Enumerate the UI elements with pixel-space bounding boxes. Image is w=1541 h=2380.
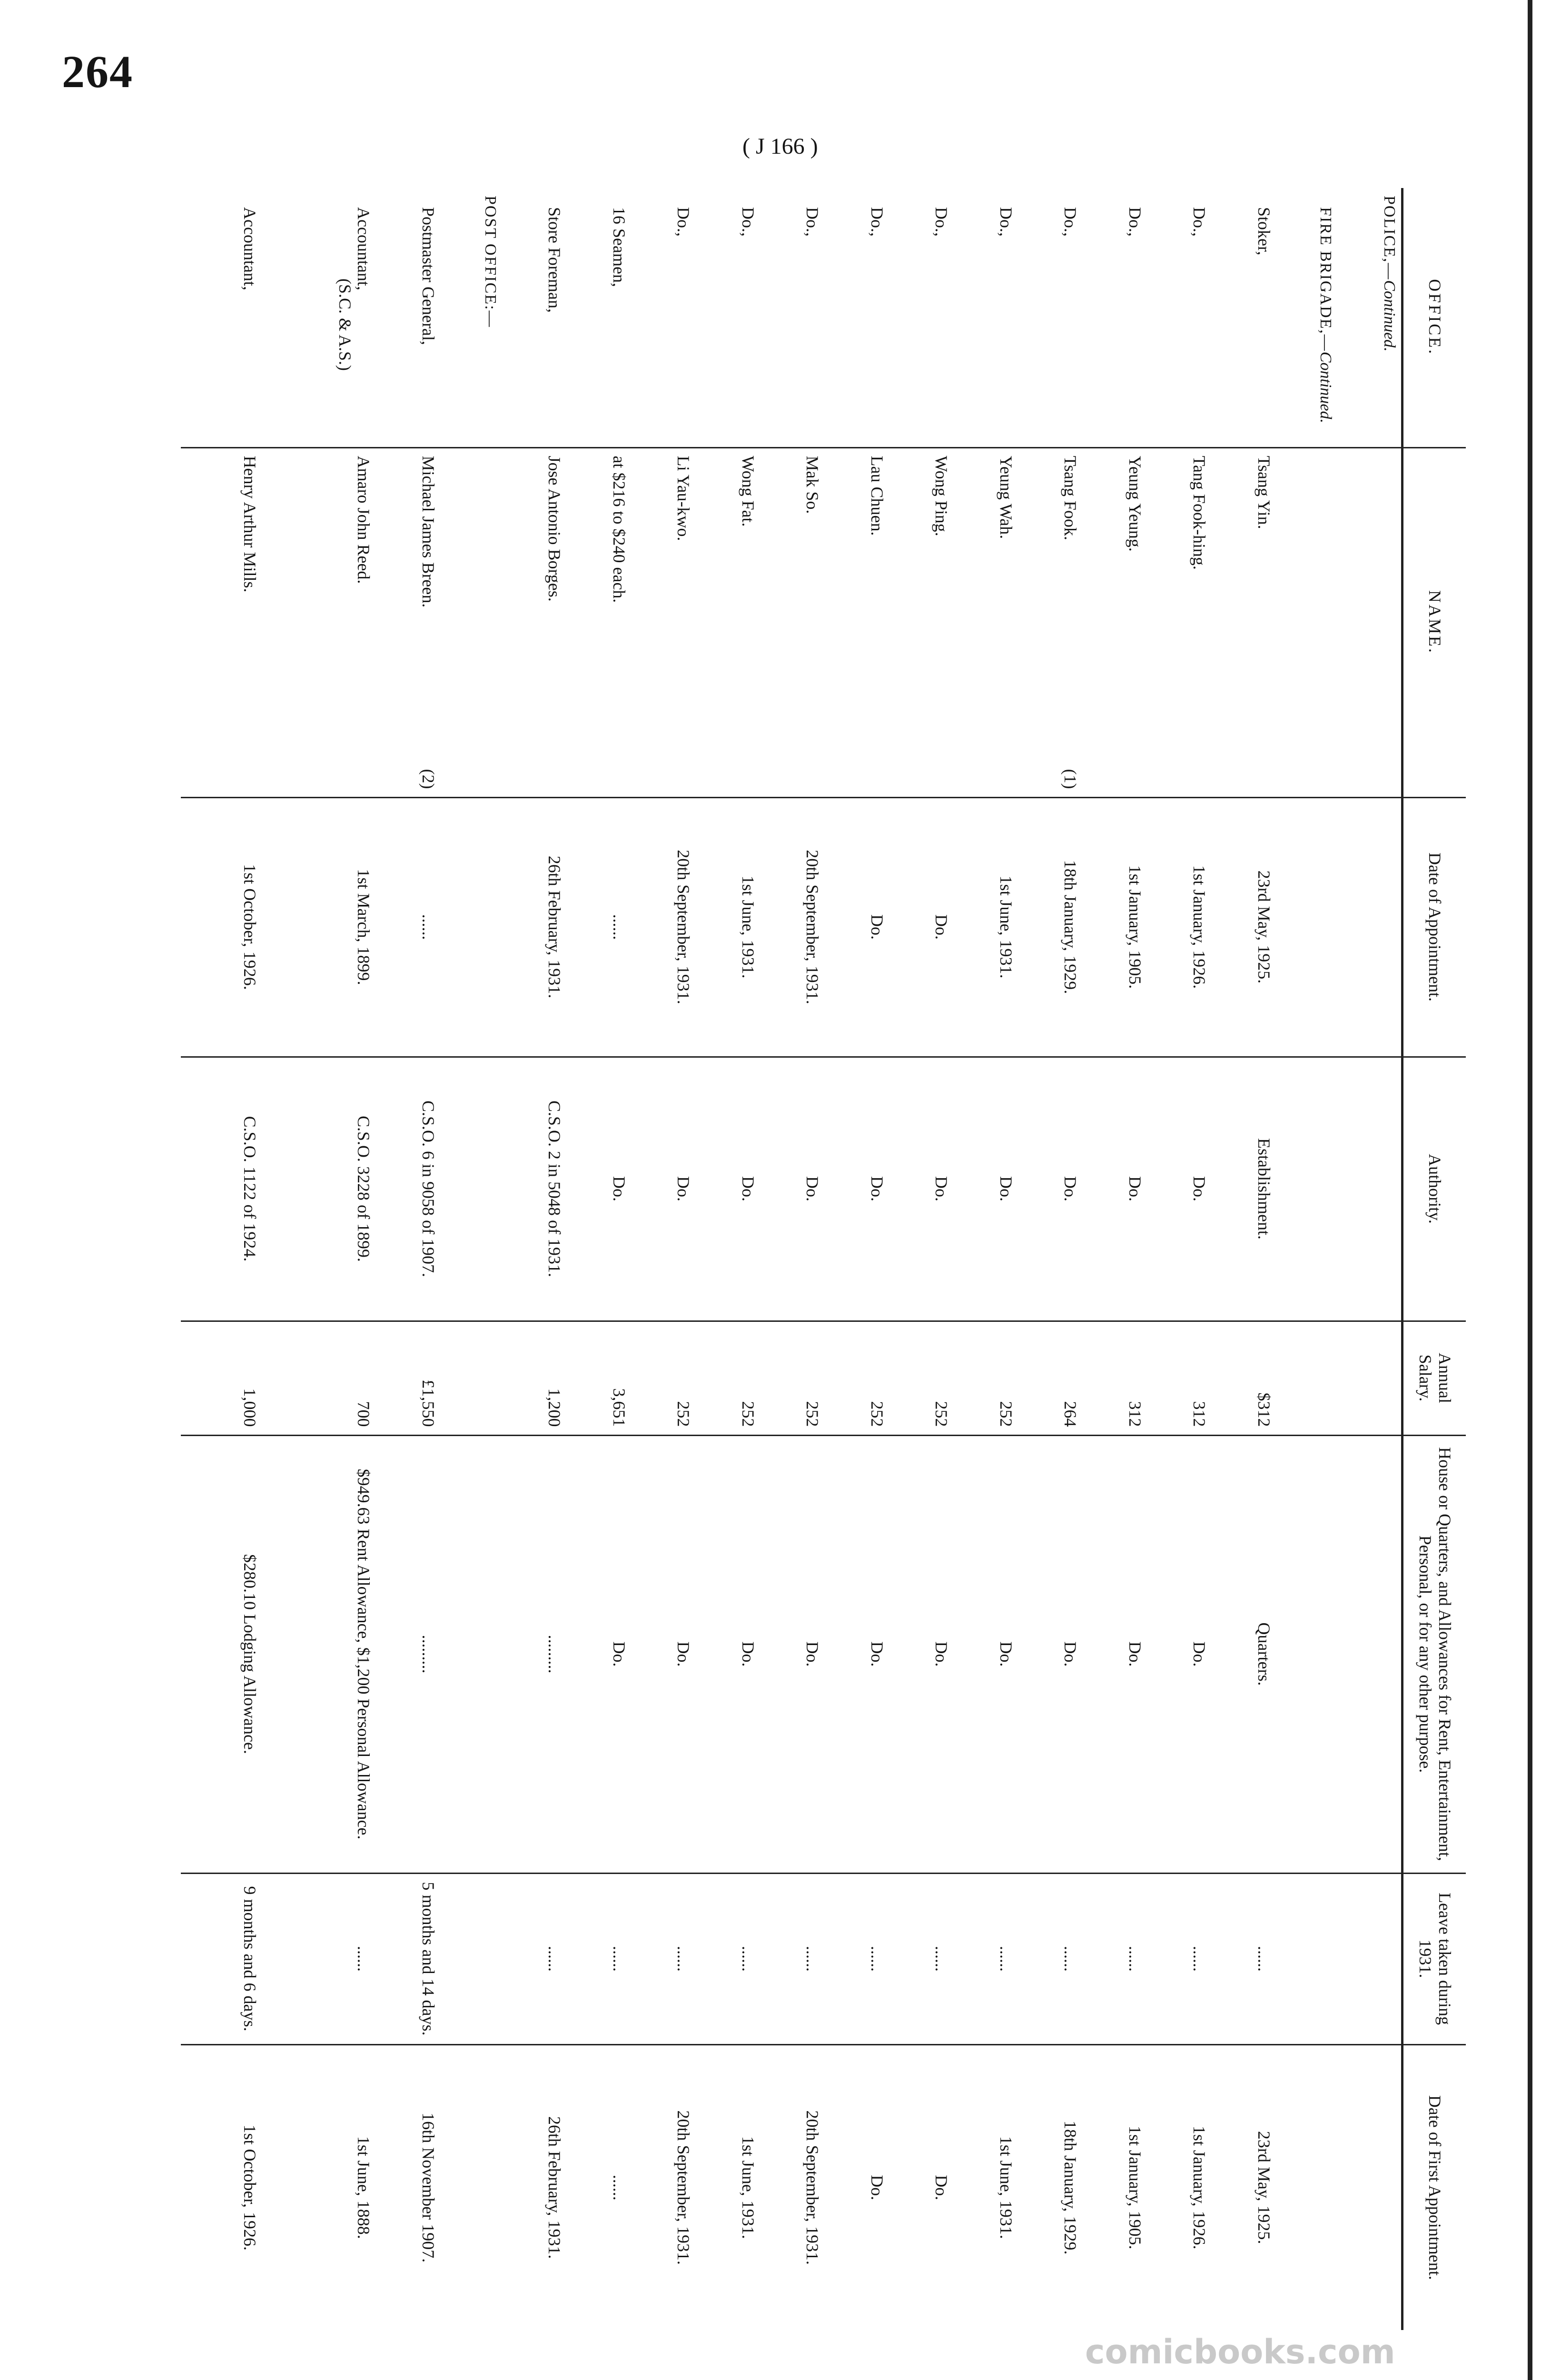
name-cell <box>1147 447 1212 797</box>
leave-cell: ...... <box>631 1873 696 2044</box>
authority-cell: Do. <box>566 1057 631 1321</box>
name-cell <box>566 447 631 797</box>
name-text: Jose Antonio Borges. <box>545 456 564 602</box>
authority-cell: Do. <box>695 1057 760 1321</box>
allowances-cell: Do. <box>1018 1435 1083 1873</box>
authority-cell: C.S.O. 1122 of 1924. <box>197 1057 262 1321</box>
section-post-office-label: POST OFFICE:— <box>481 196 499 328</box>
authority-cell: C.S.O. 3228 of 1899. <box>262 1057 376 1321</box>
name-cell <box>953 447 1018 797</box>
rotated-table-container <box>181 188 1466 2330</box>
name-text: Yeung Yeung. <box>1125 456 1145 552</box>
leave-cell: ...... <box>695 1873 760 2044</box>
name-cell <box>262 447 376 797</box>
office-cell <box>197 188 262 447</box>
col-leave-header: Leave taken during 1931. <box>1403 1873 1466 2044</box>
first-appointment-cell: ...... <box>566 2044 631 2330</box>
allowances-cell: Do. <box>889 1435 954 1873</box>
col-salary-header: Annual Salary. <box>1403 1321 1466 1435</box>
table-row <box>1211 188 1276 2330</box>
allowances-cell: $280.10 Lodging Allowance. <box>197 1435 262 1873</box>
name-text: Henry Arthur Mills. <box>240 456 259 593</box>
table-row <box>1082 188 1147 2330</box>
salary-cell: £1,550 <box>375 1321 440 1435</box>
date-cell: 23rd May, 1925. <box>1211 797 1276 1057</box>
watermark: comicbooks.com <box>1085 2332 1395 2371</box>
office-text: Accountant, <box>354 207 374 290</box>
name-text: Yeung Wah. <box>996 456 1016 539</box>
date-cell: Do. <box>889 797 954 1057</box>
leave-cell: ...... <box>1211 1873 1276 2044</box>
col-office-header: OFFICE. <box>1403 188 1466 447</box>
page-edge-line <box>1528 0 1532 2380</box>
date-cell: 26th February, 1931. <box>502 797 567 1057</box>
name-cell <box>695 447 760 797</box>
leave-cell: 9 months and 6 days. <box>197 1873 262 2044</box>
salary-cell: 312 <box>1082 1321 1147 1435</box>
table-row <box>262 188 376 2330</box>
name-text: Mak So. <box>803 456 822 514</box>
first-appointment-cell: 26th February, 1931. <box>502 2044 567 2330</box>
authority-cell: C.S.O. 2 in 5048 of 1931. <box>502 1057 567 1321</box>
col-allowances-header: House or Quarters, and Allowances for Rent, Entertainment, Personal, or for any other purpose. <box>1403 1435 1466 1873</box>
salary-cell: 252 <box>631 1321 696 1435</box>
section-police-continued: Continued. <box>1381 280 1399 352</box>
leave-cell: ...... <box>1018 1873 1083 2044</box>
name-text: Lau Chuen. <box>867 456 887 536</box>
filler-row <box>181 188 197 2330</box>
salary-cell: 264 <box>1018 1321 1083 1435</box>
name-cell <box>760 447 825 797</box>
date-cell: 18th January, 1929. <box>1018 797 1083 1057</box>
name-text: Tsang Yin. <box>1254 456 1274 529</box>
name-text: Michael James Breen. <box>418 456 438 608</box>
leave-cell: ...... <box>824 1873 889 2044</box>
name-text: Li Yau-kwo. <box>674 456 693 541</box>
footnote-marker: (1) <box>1061 769 1080 789</box>
salary-cell: 252 <box>760 1321 825 1435</box>
first-appointment-cell: 1st October, 1926. <box>197 2044 262 2330</box>
allowances-cell: Do. <box>631 1435 696 1873</box>
date-cell: 1st January, 1926. <box>1147 797 1212 1057</box>
salary-cell: 252 <box>824 1321 889 1435</box>
office-cell: Do., <box>1061 207 1080 237</box>
salary-cell: 252 <box>953 1321 1018 1435</box>
table-row <box>197 188 262 2330</box>
authority-cell: Do. <box>1082 1057 1147 1321</box>
section-post-office <box>440 188 502 2330</box>
name-text: Tang Fook-hing. <box>1190 456 1209 570</box>
authority-cell: Do. <box>1147 1057 1212 1321</box>
leave-cell: ...... <box>889 1873 954 2044</box>
date-cell: 20th September, 1931. <box>760 797 825 1057</box>
first-appointment-cell: 1st June, 1888. <box>262 2044 376 2330</box>
table-row <box>889 188 954 2330</box>
table-row <box>953 188 1018 2330</box>
date-cell: 1st June, 1931. <box>695 797 760 1057</box>
col-authority-header: Authority. <box>1403 1057 1466 1321</box>
leave-cell: ...... <box>760 1873 825 2044</box>
authority-cell: Establishment. <box>1211 1057 1276 1321</box>
authority-cell: Do. <box>953 1057 1018 1321</box>
first-appointment-cell: 1st January, 1905. <box>1082 2044 1147 2330</box>
date-cell: ...... <box>566 797 631 1057</box>
date-cell: 1st January, 1905. <box>1082 797 1147 1057</box>
staff-table <box>181 188 1466 2330</box>
authority-cell: C.S.O. 6 in 9058 of 1907. <box>375 1057 440 1321</box>
authority-cell: Do. <box>760 1057 825 1321</box>
leave-cell: 5 months and 14 days. <box>375 1873 440 2044</box>
office-cell: Do., <box>867 207 887 237</box>
table-row <box>1018 188 1083 2330</box>
section-police-label: POLICE,— <box>1381 196 1399 280</box>
name-text: Wong Fat. <box>738 456 758 527</box>
office-cell: Store Foreman, <box>545 207 564 313</box>
first-appointment-cell: 16th November 1907. <box>375 2044 440 2330</box>
salary-cell: 312 <box>1147 1321 1212 1435</box>
name-cell <box>889 447 954 797</box>
first-appointment-cell: 1st June, 1931. <box>953 2044 1018 2330</box>
allowances-cell: Do. <box>1147 1435 1212 1873</box>
leave-cell: ...... <box>1082 1873 1147 2044</box>
page-reference: ( J 166 ) <box>742 134 818 159</box>
section-fire-brigade-continued: Continued. <box>1317 351 1335 423</box>
table-row <box>631 188 696 2330</box>
name-cell <box>824 447 889 797</box>
office-cell: Do., <box>996 207 1016 237</box>
first-appointment-cell: 1st June, 1931. <box>695 2044 760 2330</box>
allowances-cell: Do. <box>760 1435 825 1873</box>
name-cell <box>375 447 440 797</box>
allowances-cell: ......... <box>502 1435 567 1873</box>
leave-cell: ...... <box>566 1873 631 2044</box>
name-text: Amaro John Reed. <box>354 456 374 584</box>
first-appointment-cell: 23rd May, 1925. <box>1211 2044 1276 2330</box>
date-cell: 1st March, 1899. <box>262 797 376 1057</box>
table-row <box>760 188 825 2330</box>
table-row <box>502 188 567 2330</box>
date-cell: 20th September, 1931. <box>631 797 696 1057</box>
section-fire-brigade <box>1276 188 1338 2330</box>
office-cell <box>262 188 376 447</box>
first-appointment-cell: 20th September, 1931. <box>760 2044 825 2330</box>
table-row <box>566 188 631 2330</box>
section-police <box>1337 188 1402 2330</box>
office-cell: Do., <box>738 207 758 237</box>
name-cell <box>1018 447 1083 797</box>
authority-cell: Do. <box>824 1057 889 1321</box>
authority-cell: Do. <box>631 1057 696 1321</box>
allowances-cell: Quarters. <box>1211 1435 1276 1873</box>
authority-cell: Do. <box>1018 1057 1083 1321</box>
salary-cell: $312 <box>1211 1321 1276 1435</box>
salary-cell: 1,000 <box>197 1321 262 1435</box>
date-cell: 1st October, 1926. <box>197 797 262 1057</box>
salary-cell: 252 <box>889 1321 954 1435</box>
first-appointment-cell: Do. <box>824 2044 889 2330</box>
office-cell: Do., <box>1125 207 1145 237</box>
office-text: Accountant, <box>240 207 259 290</box>
page-number: 264 <box>62 46 133 97</box>
date-cell: ...... <box>375 797 440 1057</box>
allowances-cell: Do. <box>824 1435 889 1873</box>
table-row <box>824 188 889 2330</box>
office-cell: 16 Seamen, <box>609 207 629 287</box>
salary-cell: 1,200 <box>502 1321 567 1435</box>
date-cell: 1st June, 1931. <box>953 797 1018 1057</box>
salary-cell: 252 <box>695 1321 760 1435</box>
footnote-marker: (2) <box>418 769 438 789</box>
name-cell <box>197 447 262 797</box>
allowances-cell: Do. <box>953 1435 1018 1873</box>
name-cell <box>502 447 567 797</box>
office-cell: Do., <box>932 207 951 237</box>
staff-table-area <box>181 188 1466 2330</box>
name-cell <box>1082 447 1147 797</box>
table-row <box>1147 188 1212 2330</box>
allowances-cell: $949.63 Rent Allowance, $1,200 Personal Allowance. <box>262 1435 376 1873</box>
office-cell: Do., <box>1190 207 1209 237</box>
first-appointment-cell: Do. <box>889 2044 954 2330</box>
authority-cell: Do. <box>889 1057 954 1321</box>
leave-cell: ...... <box>502 1873 567 2044</box>
first-appointment-cell: 18th January, 1929. <box>1018 2044 1083 2330</box>
section-fire-brigade-label: FIRE BRIGADE,— <box>1317 207 1335 352</box>
name-text: at $216 to $240 each. <box>609 456 629 603</box>
leave-cell: ...... <box>262 1873 376 2044</box>
col-first-appointment-header: Date of First Appointment. <box>1403 2044 1466 2330</box>
leave-cell: ...... <box>953 1873 1018 2044</box>
name-text: Wong Ping. <box>932 456 951 536</box>
table-row <box>375 188 440 2330</box>
office-cell: Stoker, <box>1254 207 1274 256</box>
allowances-cell: Do. <box>695 1435 760 1873</box>
col-name-header: NAME. <box>1403 447 1466 797</box>
name-cell <box>631 447 696 797</box>
salary-cell: 700 <box>262 1321 376 1435</box>
name-cell <box>1211 447 1276 797</box>
allowances-cell: ......... <box>375 1435 440 1873</box>
office-text: Postmaster General, <box>418 207 438 345</box>
name-text: Tsang Fook. <box>1061 456 1080 540</box>
allowances-cell: Do. <box>1082 1435 1147 1873</box>
office-cell: Do., <box>674 207 693 237</box>
date-cell: Do. <box>824 797 889 1057</box>
col-date-header: Date of Appointment. <box>1403 797 1466 1057</box>
office-cell <box>375 188 440 447</box>
table-row <box>695 188 760 2330</box>
first-appointment-cell: 20th September, 1931. <box>631 2044 696 2330</box>
leave-cell: ...... <box>1147 1873 1212 2044</box>
header-row <box>1403 188 1466 2330</box>
salary-cell: 3,651 <box>566 1321 631 1435</box>
office-qualifier: (S.C. & A.S.) <box>335 278 355 371</box>
allowances-cell: Do. <box>566 1435 631 1873</box>
office-cell: Do., <box>803 207 822 237</box>
first-appointment-cell: 1st January, 1926. <box>1147 2044 1212 2330</box>
